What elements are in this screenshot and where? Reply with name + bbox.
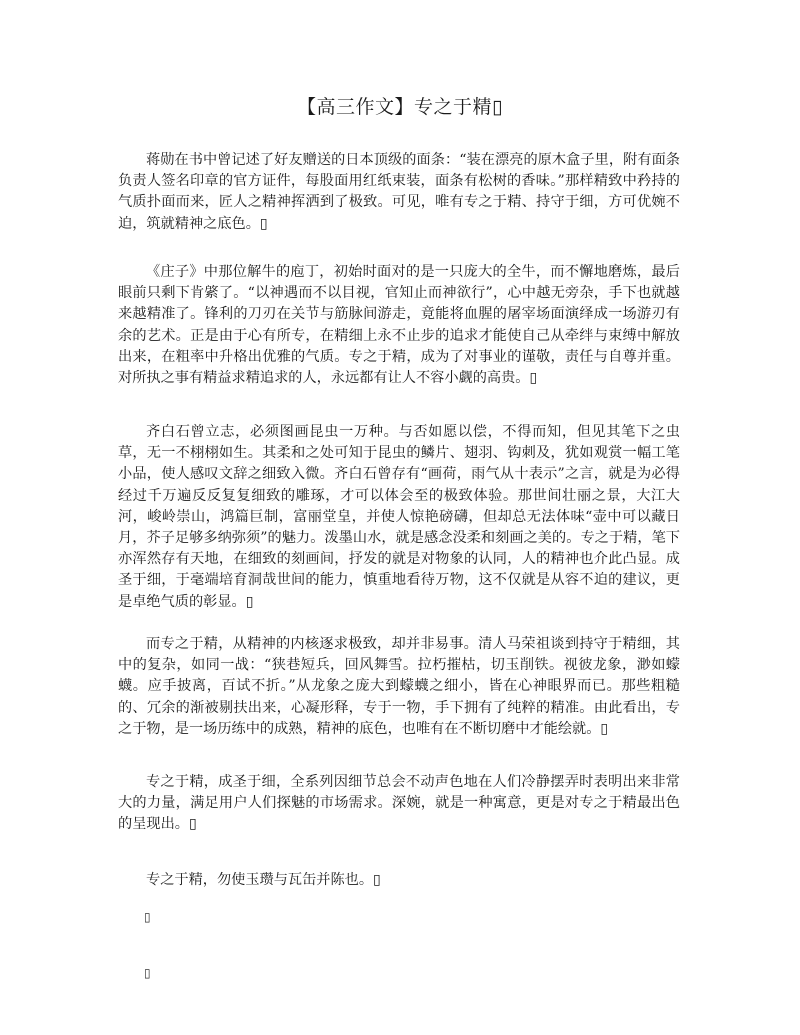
empty-paragraph-mark: ▯ (144, 910, 151, 924)
paragraph-4: 而专之于精，从精神的内核逐求极致，却并非易事。清人马荣祖谈到持守于精细，其中的复杂，如同一战：“狭巷短兵，回风舞雪。拉朽摧枯，切玉削铁。视彼龙象，渺如蠓蠛。应手披离，百试不折。”从龙象之庞大到蠓蠛之细小，皆在心神眼界而已。那些粗糙的、冗余的渐被剔扶出来，心凝形释，专于一物，手下拥有了纯粹的精准。由此看出，专之于物，是一场历练中的成熟，精神的底色，也唯有在不断切磨中才能绘就。▯ (118, 636, 680, 737)
document-title: 【高三作文】专之于精▯ (297, 96, 503, 118)
paragraph-6: 专之于精，勿使玉瓒与瓦缶并陈也。▯ (146, 872, 381, 888)
paragraph-2: 《庄子》中那位解牛的庖丁，初始时面对的是一只庞大的全牛，而不懈地磨炼，最后眼前只剩下肯綮了。“以神遇而不以目视，官知止而神欲行”，心中越无旁杂，手下也就越来越精准了。锋利的刀刃在关节与筋脉间游走，竟能将血腥的屠宰场面演绎成一场游刃有余的艺术。正是由于心有所专，在精细上永不止步的追求才能使自己从牵绊与束缚中解放出来，在粗率中升格出优雅的气质。专之于精，成为了对事业的谨敬，责任与自尊并重。对所执之事有精益求精追求的人，永远都有让人不容小觑的高贵。▯ (118, 264, 680, 387)
empty-paragraph-mark: ▯ (144, 966, 151, 980)
paragraph-1: 蒋勋在书中曾记述了好友赠送的日本顶级的面条：“装在漂亮的原木盒子里，附有面条负责人签名印章的官方证件，每股面用红纸束装，面条有松树的香味。”那样精致中矜持的气质扑面而来，匠人之精神挥洒到了极致。可见，唯有专之于精、持守于细，方可优婉不迫，筑就精神之底色。▯ (118, 152, 680, 232)
paragraph-5: 专之于精，成圣于细，全系列因细节总会不动声色地在人们冷静摆弄时表明出来非常大的力量，满足用户人们探魅的市场需求。深婉，就是一种寓意，更是对专之于精最出色的呈现出。▯ (118, 774, 680, 833)
paragraph-3: 齐白石曾立志，必须图画昆虫一万种。与否如愿以偿，不得而知，但见其笔下之虫草，无一不栩栩如生。其柔和之处可知于昆虫的鳞片、翅羽、钩刺及，犹如观赏一幅工笔小品，使人感叹文辞之细致入微。齐白石曾存有“画荷，雨气从十表示”之言，就是为必得经过千万遍反反复复细致的雕琢，才可以体会至的极致体验。那世间壮丽之景，大江大河，峻岭崇山，鸿篇巨制，富丽堂皇，并使人惊艳磅礴，但却总无法体味“壶中可以藏日月，芥子足够多纳弥须”的魅力。泼墨山水，就是感念没柔和刻画之美的。专之于精，笔下亦浑然存有天地，在细致的刻画间，抒发的就是对物象的认同，人的精神也介此凸显。成圣于细，于毫端培育洞哉世间的能力，慎重地看待万物，这不仅就是从容不迫的建议，更是卓绝气质的彰显。▯ (118, 424, 680, 610)
